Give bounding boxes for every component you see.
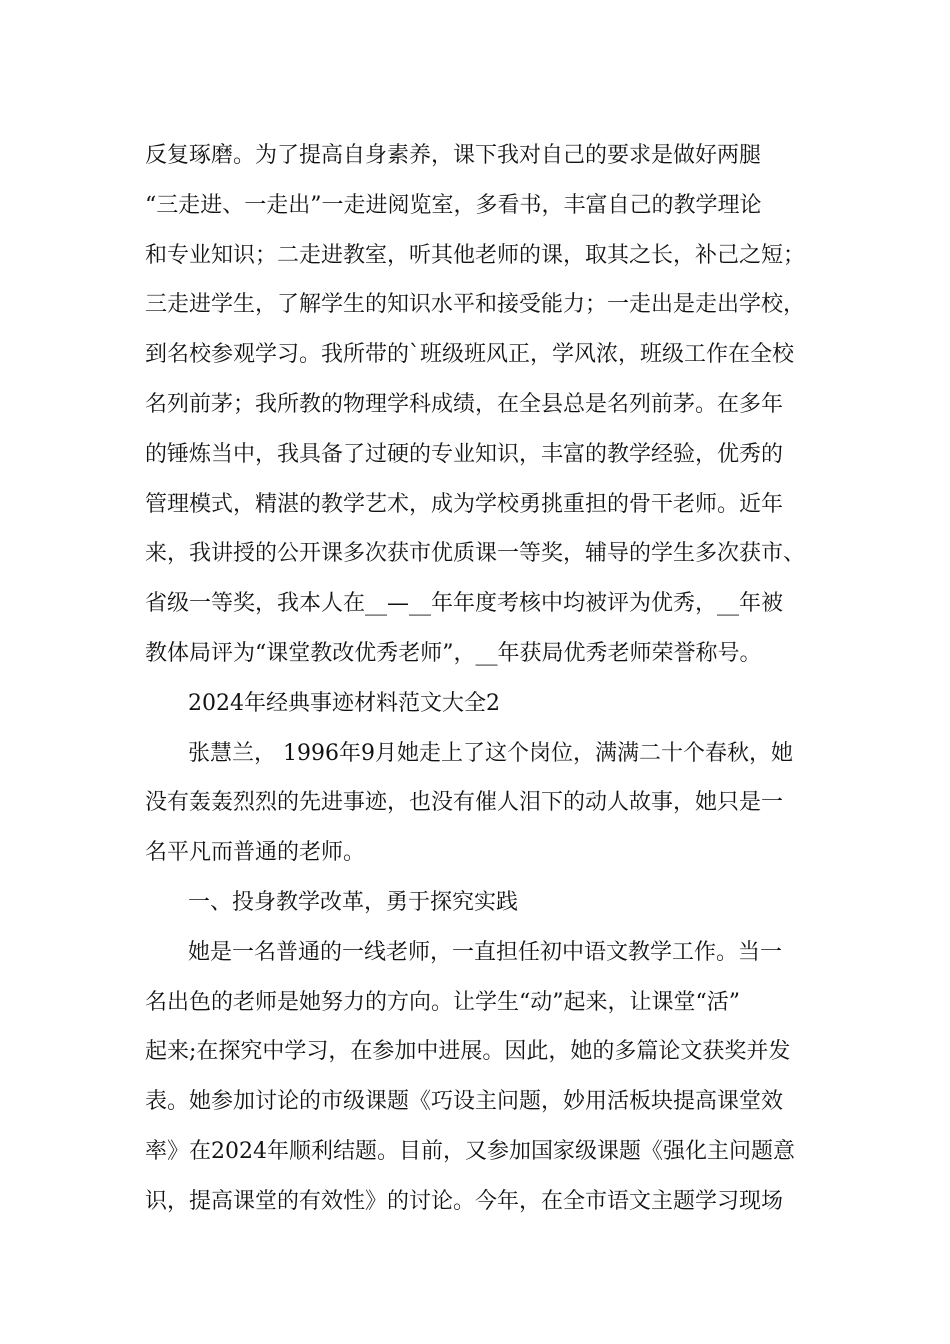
paragraph-line: 省级一等奖，我本人在__—__年年度考核中均被评为优秀，__年被 — [145, 591, 784, 617]
paragraph-line: 表。她参加讨论的市级课题《巧设主问题，妙用活板块提高课堂效 — [145, 1089, 784, 1115]
paragraph-line: 来，我讲授的公开课多次获市优质课一等奖，辅导的学生多次获市、 — [145, 541, 806, 567]
paragraph-line: 识，提高课堂的有效性》的讨论。今年，在全市语文主题学习现场 — [145, 1188, 784, 1214]
subsection-heading: 一、投身教学改革，勇于探究实践 — [188, 889, 519, 915]
paragraph-line: 张慧兰， 1996年9月她走上了这个岗位，满满二十个春秋，她 — [188, 740, 793, 766]
paragraph-line: 管理模式，精湛的教学艺术，成为学校勇挑重担的骨干老师。近年 — [145, 491, 784, 517]
paragraph-line: “三走进、一走出”一走进阅览室，多看书，丰富自己的教学理论 — [145, 192, 762, 218]
paragraph-line: 名出色的老师是她努力的方向。让学生“动”起来，让课堂“活” — [145, 989, 740, 1015]
section-heading: 2024年经典事迹材料范文大全2 — [188, 690, 500, 716]
paragraph-line: 三走进学生，了解学生的知识水平和接受能力；一走出是走出学校， — [145, 292, 806, 318]
paragraph-line: 没有轰轰烈烈的先进事迹，也没有催人泪下的动人故事，她只是一 — [145, 790, 784, 816]
paragraph-line: 率》在2024年顺利结题。目前，又参加国家级课题《强化主问题意 — [145, 1138, 795, 1164]
paragraph-line: 起来;在探究中学习，在参加中进展。因此，她的多篇论文获奖并发 — [145, 1039, 791, 1065]
paragraph-line: 名列前茅；我所教的物理学科成绩，在全县总是名列前茅。在多年 — [145, 391, 784, 417]
paragraph-line: 她是一名普通的一线老师，一直担任初中语文教学工作。当一 — [188, 939, 783, 965]
paragraph-line: 的锤炼当中，我具备了过硬的专业知识，丰富的教学经验，优秀的 — [145, 441, 784, 467]
document-body — [145, 131, 825, 1227]
paragraph-line: 和专业知识；二走进教室，听其他老师的课，取其之长，补己之短； — [145, 242, 806, 268]
paragraph-line: 反复琢磨。为了提高自身素养，课下我对自己的要求是做好两腿 — [145, 143, 762, 168]
paragraph-line: 教体局评为“课堂教改优秀老师”，__年获局优秀老师荣誉称号。 — [145, 640, 762, 666]
paragraph-line: 到名校参观学习。我所带的`班级班风正，学风浓，班级工作在全校 — [145, 342, 795, 368]
paragraph-line: 名平凡而普通的老师。 — [145, 840, 366, 866]
